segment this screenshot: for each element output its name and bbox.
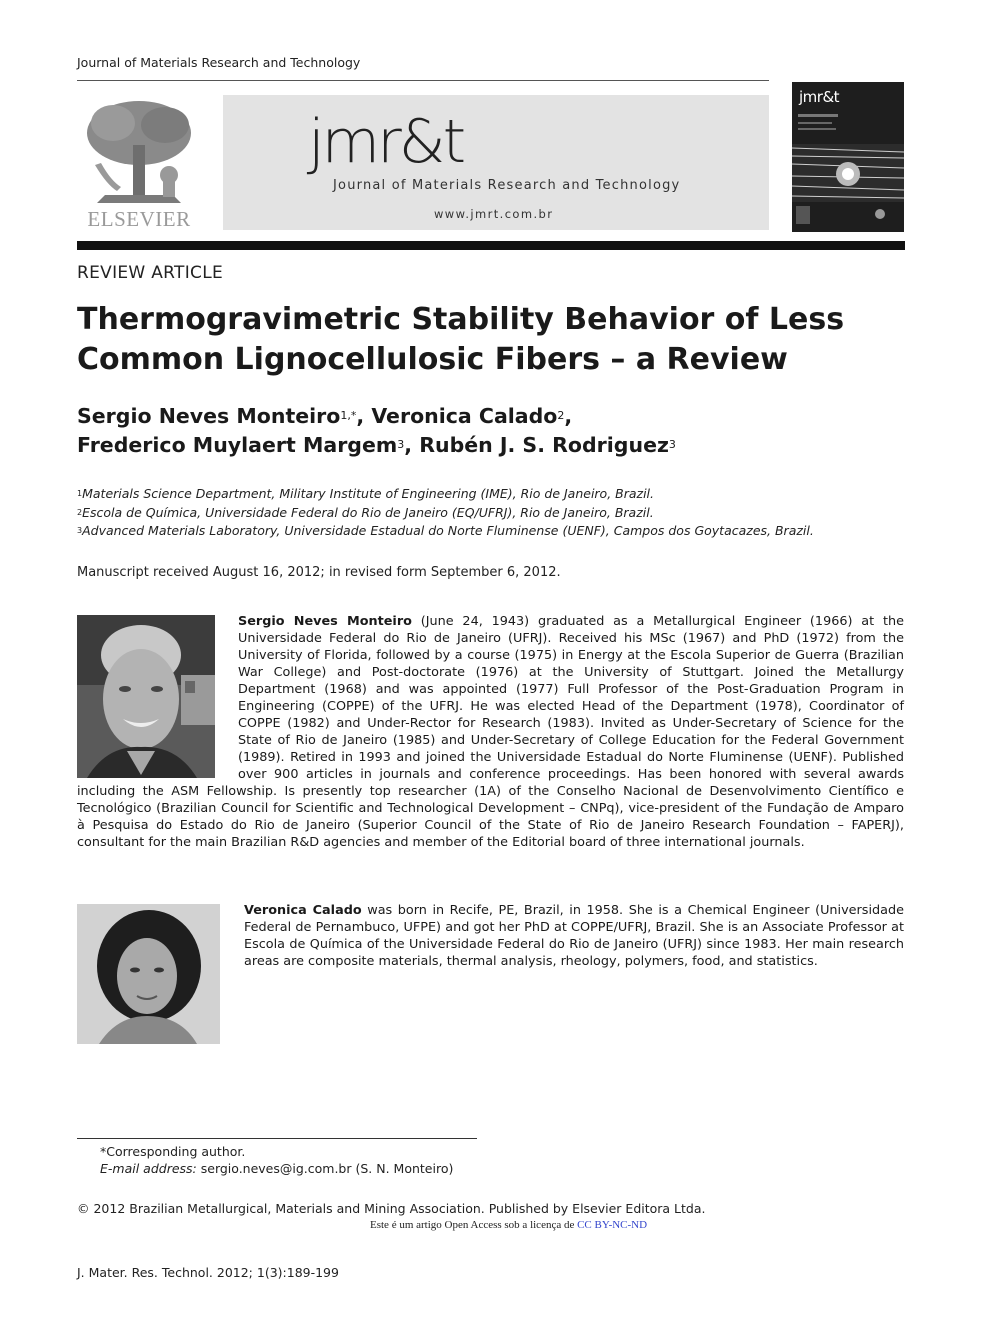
affiliations [77,485,897,541]
jmrt-banner-logo: jmr&t [308,107,464,177]
affiliation-item [77,522,897,541]
affiliation-text: Escola de Química, Universidade Federal do Rio de Janeiro (EQ/UFRJ), Rio de Janeiro, Brazil. [82,504,654,520]
bio-name: Veronica Calado [244,903,362,918]
license-notice [370,1219,647,1231]
author-name[interactable]: Frederico Muylaert Margem [77,433,398,457]
journal-citation: J. Mater. Res. Technol. 2012; 1(3):189-199 [77,1265,339,1280]
manuscript-received: Manuscript received August 16, 2012; in revised form September 6, 2012. [77,565,561,580]
author-list [77,402,897,460]
affiliation-text: Advanced Materials Laboratory, Universidade Estadual do Norte Fluminense (UENF), Campos dos Goytacazes, Brazil. [82,523,814,538]
author-sup: 3 [668,438,676,451]
email-footnote [100,1161,453,1176]
license-text: Este é um artigo Open Access sob a licença de [370,1219,578,1231]
affiliation-number: 3 [77,526,83,535]
affiliation-number: 1 [77,489,83,498]
banner-url[interactable]: www.jmrt.com.br [434,207,554,221]
author-separator: , [404,433,420,457]
journal-cover-thumbnail [792,82,904,232]
corresponding-author-note: *Corresponding author. [100,1144,246,1159]
author-separator: , [564,404,573,428]
author-separator: , [356,404,372,428]
affiliation-item [77,485,897,504]
email-address[interactable]: sergio.neves@ig.com.br (S. N. Monteiro) [196,1161,454,1176]
header-thick-rule [77,241,905,250]
author-name[interactable]: Rubén J. S. Rodriguez [419,433,669,457]
banner-subtitle: Journal of Materials Research and Technology [333,178,681,193]
cover-title: jmr&t [799,88,840,106]
affiliation-text: Materials Science Department, Military Institute of Engineering (IME), Rio de Janeiro, Brazil. [82,486,654,501]
article-title: Thermogravimetric Stability Behavior of Less Common Lignocellulosic Fibers – a Review [77,302,845,377]
bio-text: (June 24, 1943) graduated as a Metallurgical Engineer (1966) at the Universidade Federal do Rio de Janeiro (UFRJ). Received his MSc (1967) and PhD (1972) from the University of Florida, followed by a course (1975) in Energy at the Escola Superior de Guerra (Brazilian War College) and Post-doctorate (1976) at the University of Stuttgart. Joined the Metallurgy Department (1968) and was appointed (1977) Full Professor of the Post-Graduation Program in Engineering (COPPE) of the UFRJ. He was elected Head of the Department (1978), Coordinator of COPPE (1982) and Under-Rector for Research (1983). Invited as Under-Secretary of Science for the State of Rio de Janeiro (1985) and Under-Secretary of College Education for the Federal Government (1989). Retired in 1993 and joined the Universidade Estadual do Norte Fluminense (UENF). Published over 900 articles in journals and conference proceedings. Has been honored with several awards including the ASM Fellowship. Is presently top researcher (1A) of the Conselho Nacional de Desenvolvimento Científico e Tecnológico (Brazilian Council for Scientific and Technological Development – CNPq), vice-president of the Fundação de Amparo à Pesquisa do Estado do Rio de Janeiro (Superior Council of the State of Rio de Janeiro Research Foundation – FAPERJ), consultant for the main Brazilian R&D agencies and member of the Editorial board of three international journals. [77,614,904,850]
author-name[interactable]: Veronica Calado [371,404,558,428]
email-label: E-mail address: [100,1161,197,1176]
author-name[interactable]: Sergio Neves Monteiro [77,404,341,428]
article-type-label: REVIEW ARTICLE [77,263,224,283]
author-photo-monteiro [77,615,215,778]
author-bio-calado [77,902,904,1048]
affiliation-item [77,504,897,523]
cover-artwork [792,82,904,232]
header-rule [77,80,769,81]
elsevier-wordmark: ELSEVIER [87,207,191,231]
bio-text: was born in Recife, PE, Brazil, in 1958. She is a Chemical Engineer (Universidade Federal de Pernambuco, UFPE) and got her PhD at COPPE/UFRJ, Brazil. She is an Associate Professor at Escola de Química of the Universidade Federal do Rio de Janeiro (UFRJ) since 1983. Her main research areas are composite materials, thermal analysis, rheology, polymers, food, and statistics. [244,903,904,969]
running-journal-name: Journal of Materials Research and Technology [77,55,361,70]
author-sup: 1,* [340,409,357,422]
author-photo-calado [77,904,220,1044]
author-sup: 3 [397,438,405,451]
author-bio-monteiro [77,613,904,851]
affiliation-number: 2 [77,507,83,517]
license-link[interactable]: CC BY-NC-ND [577,1219,648,1231]
elsevier-tree-logo [77,95,201,231]
footnote-rule [77,1138,477,1139]
bio-name: Sergio Neves Monteiro [238,614,412,629]
author-sup: 2 [557,409,565,422]
copyright-notice: © 2012 Brazilian Metallurgical, Materials and Mining Association. Published by Elsevier Editora Ltda. [77,1201,706,1216]
